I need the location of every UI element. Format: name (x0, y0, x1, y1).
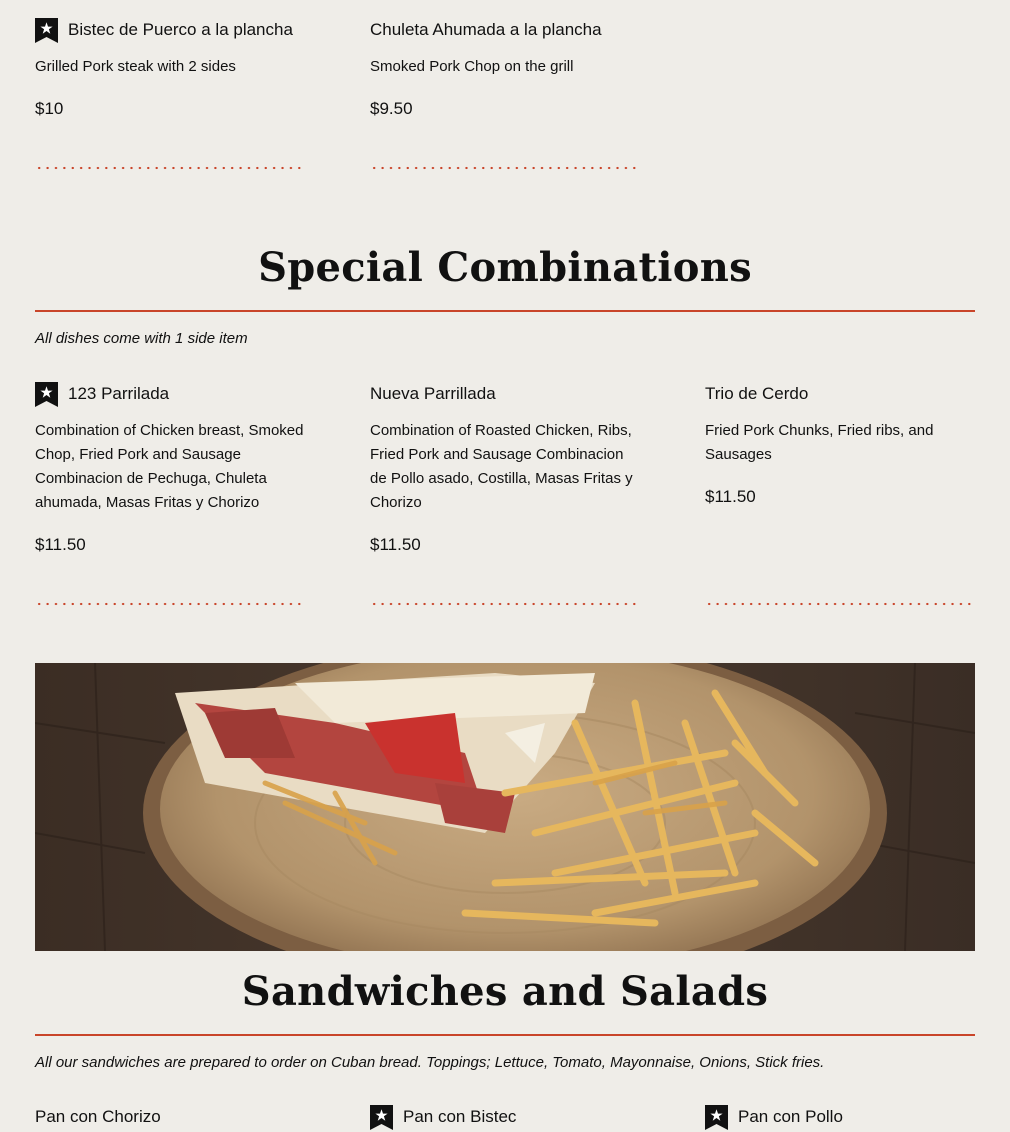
menu-item-title-row (370, 18, 640, 42)
menu-item-title: Bistec de Puerco a la plancha (68, 20, 293, 39)
menu-item-title: 123 Parrilada (68, 384, 170, 403)
section-title-special: Special Combinations (258, 244, 752, 291)
menu-item-description: Grilled Pork steak with 2 sides (35, 58, 236, 75)
menu-item-price: $11.50 (35, 535, 86, 554)
menu-item-title: Trio de Cerdo (705, 384, 809, 403)
menu-item-description: Combination of Chicken breast, Smoked Chop, Fried Pork and Sausage Combinacion de Pechuga, Chuleta ahumada, Masas Fritas y Chorizo (35, 422, 304, 511)
menu-item-title: Nueva Parrillada (370, 384, 496, 403)
special-items-row (35, 382, 975, 612)
dotted-divider (705, 602, 975, 606)
sandwich-and-fries-photo (35, 663, 975, 951)
menu-item-title-row (370, 1105, 640, 1129)
star-bookmark-icon (35, 382, 58, 407)
section-note-sandwiches: All our sandwiches are prepared to order on Cuban bread. Toppings; Lettuce, Tomato, Mayonnaise, Onions, Stick fries. (35, 1054, 825, 1071)
dotted-divider (370, 166, 640, 170)
menu-item-price: $11.50 (370, 535, 421, 554)
dotted-divider (370, 602, 640, 606)
menu-item-title: Pan con Pollo (738, 1107, 843, 1126)
menu-item-price: $9.50 (370, 99, 413, 118)
menu-item-title-row (35, 382, 305, 406)
dotted-divider (35, 166, 305, 170)
menu-item-title-row (35, 1105, 305, 1129)
menu-item-title-row (370, 382, 640, 406)
menu-item-title: Pan con Bistec (403, 1107, 517, 1126)
menu-item (705, 1105, 975, 1129)
menu-item (705, 382, 975, 509)
menu-item-title-row (35, 18, 305, 42)
section-title-sandwiches: Sandwiches and Salads (241, 968, 769, 1015)
menu-item-title: Pan con Chorizo (35, 1107, 161, 1126)
menu-item-description: Smoked Pork Chop on the grill (370, 58, 574, 75)
menu-item-description: Combination of Roasted Chicken, Ribs, Fried Pork and Sausage Combinacion de Pollo asado, Costilla, Masas Fritas y Chorizo (370, 422, 633, 511)
menu-item (35, 1105, 305, 1129)
star-bookmark-icon (35, 18, 58, 43)
section-note-special: All dishes come with 1 side item (35, 330, 248, 347)
photo-illustration (35, 663, 975, 951)
section-rule (35, 310, 975, 312)
star-bookmark-icon (705, 1105, 728, 1130)
menu-item (35, 382, 305, 557)
menu-item-title: Chuleta Ahumada a la plancha (370, 20, 602, 39)
menu-item-description: Fried Pork Chunks, Fried ribs, and Sausages (705, 422, 934, 463)
menu-item (35, 18, 305, 121)
menu-item (370, 382, 640, 557)
star-bookmark-icon (370, 1105, 393, 1130)
dotted-divider (35, 602, 305, 606)
sandwich-items-row (35, 1105, 975, 1132)
menu-item (370, 1105, 640, 1129)
menu-item (370, 18, 640, 121)
menu-item-price: $10 (35, 99, 64, 118)
section-rule (35, 1034, 975, 1036)
menu-item-title-row (705, 1105, 975, 1129)
pork-items-row (35, 18, 975, 178)
menu-item-title-row (705, 382, 975, 406)
menu-item-price: $11.50 (705, 487, 756, 506)
